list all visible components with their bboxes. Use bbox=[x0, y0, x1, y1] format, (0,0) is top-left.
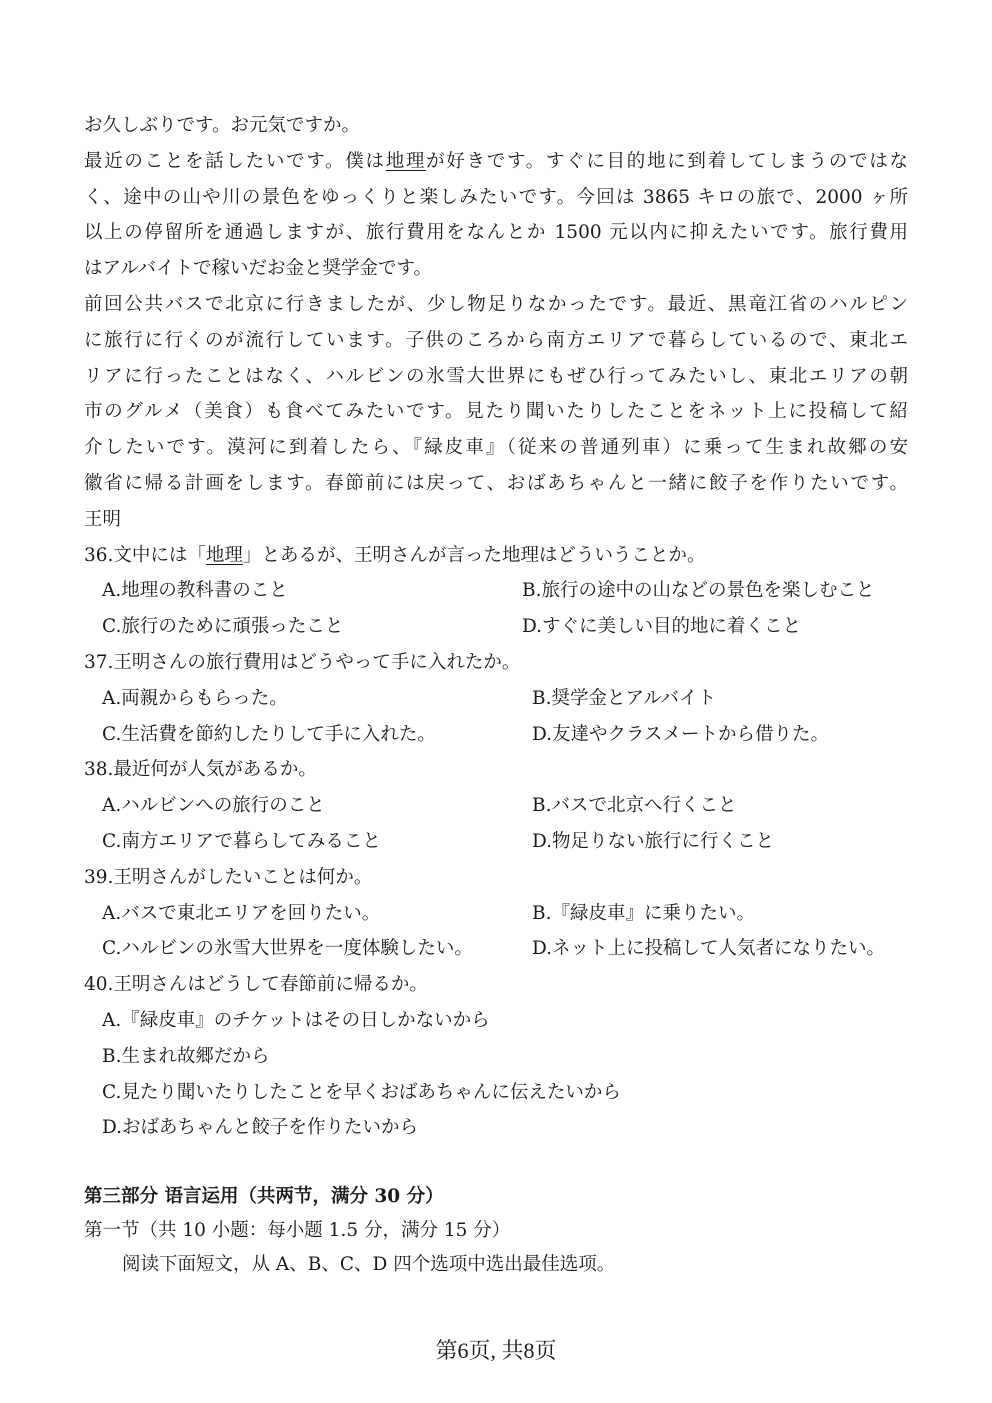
question-36-option-b: B.旅行の途中の山などの景色を楽しむこと bbox=[522, 580, 875, 602]
question-38-option-b: B.バスで北京へ行くこと bbox=[532, 795, 737, 817]
question-39-option-b: B.『緑皮車』に乗りたい。 bbox=[532, 902, 755, 924]
passage-signature: 王明 bbox=[84, 508, 122, 530]
question-36-options bbox=[84, 573, 908, 645]
passage-p2-line-2: に旅行に行くのが流行しています。子供のころから南方エリアで暮らしているので、東北エ bbox=[84, 329, 908, 351]
section-3-subtitle: 第一节（共 10 小题：每小题 1.5 分，满分 15 分） bbox=[84, 1220, 511, 1242]
question-39-stem: 39.王明さんがしたいことは何か。 bbox=[84, 866, 373, 888]
question-38-option-a: A.ハルビンへの旅行のこと bbox=[102, 795, 325, 817]
question-38-option-d: D.物足りない旅行に行くこと bbox=[532, 830, 775, 852]
passage-p1-line-4: はアルバイトで稼いだお金と奨学金です。 bbox=[84, 258, 432, 280]
question-38-stem: 38.最近何が人気があるか。 bbox=[84, 759, 317, 781]
question-39-option-c: C.ハルビンの氷雪大世界を一度体験したい。 bbox=[102, 938, 473, 960]
passage-p2-line-6: 徽省に帰る計画をします。春節前には戻って、おばあちゃんと一緒に餃子を作りたいです。 bbox=[84, 472, 908, 494]
passage-p1-line-3: 以上の停留所を通過しますが、旅行費用をなんとか 1500 元以内に抑えたいです。旅行費用 bbox=[84, 222, 908, 244]
question-40-option-a: A.『緑皮車』のチケットはその日しかないから bbox=[102, 1009, 490, 1031]
question-40-option-b: B.生まれ故郷だから bbox=[102, 1045, 270, 1067]
question-36-stem: 36.文中には「地理」とあるが、王明さんが言った地理はどういうことか。 bbox=[84, 544, 706, 566]
question-40-stem: 40.王明さんはどうして春節前に帰るか。 bbox=[84, 974, 428, 996]
underlined-word: 地理 bbox=[385, 150, 427, 172]
passage-p2-line-1: 前回公共バスで北京に行きましたが、少し物足りなかったです。最近、黒竜江省のハルピン bbox=[84, 293, 908, 315]
passage-p1-line-2: く、途中の山や川の景色をゆっくりと楽しみたいです。今回は 3865 キロの旅で、2000 ヶ所 bbox=[84, 186, 908, 208]
exam-page-content bbox=[84, 108, 908, 1282]
section-3-instruction: 阅读下面短文，从 A、B、C、D 四个选项中选出最佳选项。 bbox=[122, 1254, 616, 1276]
page-number-footer: 第6页, 共8页 bbox=[435, 1338, 557, 1363]
question-37-options bbox=[84, 681, 908, 753]
question-36-option-a: A.地理の教科書のこと bbox=[102, 580, 288, 602]
section-3 bbox=[84, 1180, 908, 1282]
question-36-underlined-word: 地理 bbox=[205, 544, 243, 566]
section-3-title: 第三部分 语言运用（共两节，满分 30 分） bbox=[84, 1186, 444, 1208]
question-36-option-c: C.旅行のために頑張ったこと bbox=[102, 616, 344, 638]
question-40-option-d: D.おばあちゃんと餃子を作りたいから bbox=[102, 1117, 419, 1139]
question-37-option-c: C.生活費を節約したりして手に入れた。 bbox=[102, 723, 436, 745]
passage-greeting: お久しぶりです。お元気ですか。 bbox=[84, 115, 361, 136]
question-39-option-d: D.ネット上に投稿して人気者になりたい。 bbox=[532, 938, 886, 960]
passage-p2-line-5: 介したいです。漠河に到着したら、『緑皮車』（従来の普通列車）に乗って生まれ故郷の安 bbox=[84, 437, 908, 459]
question-37-option-d: D.友達やクラスメートから借りた。 bbox=[532, 723, 830, 745]
question-36-option-d: D.すぐに美しい目的地に着くこと bbox=[522, 616, 802, 638]
question-38-options bbox=[84, 788, 908, 860]
question-37-option-b: B.奨学金とアルバイト bbox=[532, 687, 716, 709]
passage-p2-line-3: リアに行ったことはなく、ハルビンの氷雪大世界にもぜひ行ってみたいし、東北エリアの朝 bbox=[84, 365, 908, 387]
question-38-option-c: C.南方エリアで暮らしてみること bbox=[102, 830, 381, 852]
question-37-stem: 37.王明さんの旅行費用はどうやって手に入れたか。 bbox=[84, 651, 521, 673]
question-39-option-a: A.バスで東北エリアを回りたい。 bbox=[102, 902, 381, 924]
question-37-option-a: A.両親からもらった。 bbox=[102, 687, 288, 709]
passage-p1-line-1: 最近のことを話したいです。僕は地理が好きです。すぐに目的地に到着してしまうのではな bbox=[84, 150, 908, 172]
passage-p2-line-4: 市のグルメ（美食）も食べてみたいです。見たり聞いたりしたことをネット上に投稿して紹 bbox=[84, 401, 908, 423]
question-40-option-c: C.見たり聞いたりしたことを早くおばあちゃんに伝えたいから bbox=[102, 1081, 621, 1103]
question-39-options bbox=[84, 896, 908, 968]
